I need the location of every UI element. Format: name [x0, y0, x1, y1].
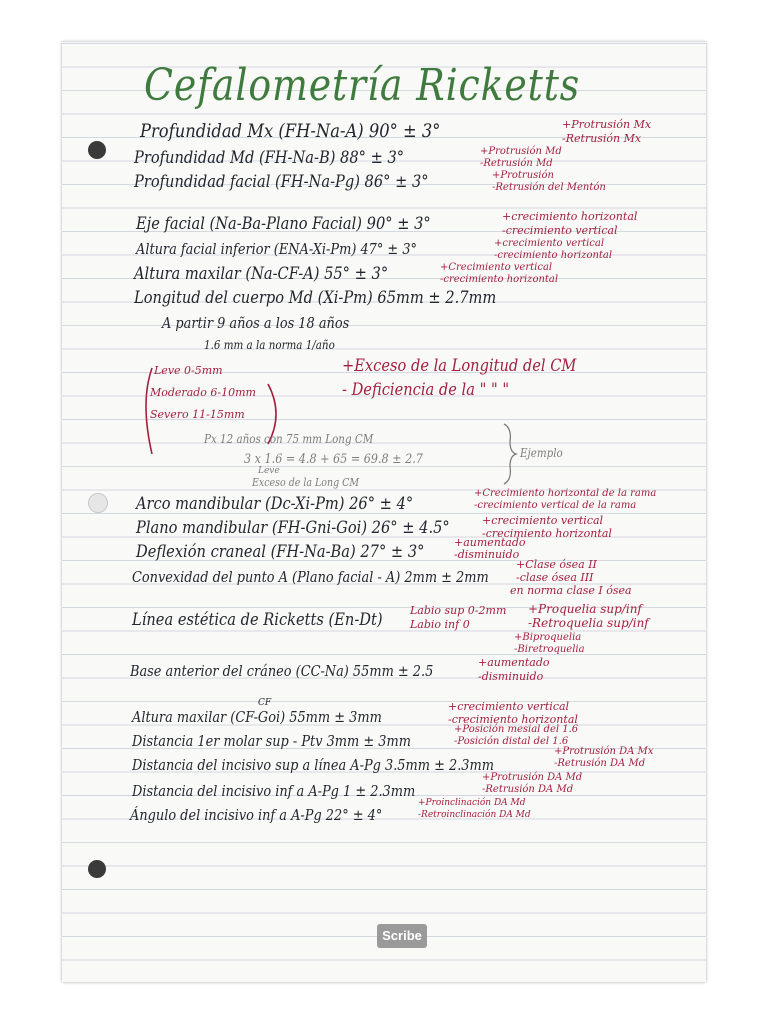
- note-crecimiento-vertical-2: +crecimiento vertical: [494, 238, 605, 249]
- row-profundidad-md: Profundidad Md (FH-Na-B) 88° ± 3°: [134, 148, 405, 168]
- note-crecimiento-vertical-3: +Crecimiento vertical: [440, 262, 553, 273]
- row-norma-anual: 1.6 mm a la norma 1/año: [204, 338, 335, 352]
- row-deflexion-craneal: Deflexión craneal (FH-Na-Ba) 27° ± 3°: [136, 542, 425, 562]
- binder-hole-bottom: [88, 860, 106, 878]
- row-longitud-cuerpo-md: Longitud del cuerpo Md (Xi-Pm) 65mm ± 2.7mm: [134, 288, 497, 308]
- note-exceso-longitud: +Exceso de la Longitud del CM: [342, 356, 577, 376]
- labio-inferior: Labio inf 0: [410, 618, 470, 631]
- severity-severo: Severo 11-15mm: [150, 408, 245, 421]
- labio-superior: Labio sup 0-2mm: [410, 604, 507, 617]
- note-retrusion-da-md: -Retrusión DA Md: [554, 758, 646, 769]
- row-distancia-incisivo-inf: Distancia del incisivo inf a A-Pg 1 ± 2.3mm: [132, 782, 416, 800]
- example-line-1: Px 12 años con 75 mm Long CM: [204, 432, 374, 446]
- row-altura-facial-inferior: Altura facial inferior (ENA-Xi-Pm) 47° ± 3°: [136, 240, 417, 258]
- note-clase-osea-1: en norma clase I ósea: [510, 584, 632, 597]
- note-retroquelia: -Retroquelia sup/inf: [528, 616, 649, 630]
- note-crecimiento-vertical: -crecimiento vertical: [502, 224, 618, 237]
- note-crecimiento-horizontal-5: -crecimiento horizontal: [448, 713, 578, 726]
- note-clase-osea-3: -clase ósea III: [516, 571, 594, 584]
- note-aumentado: +aumentado: [454, 536, 526, 549]
- note-crecimiento-horizontal: +crecimiento horizontal: [502, 210, 638, 223]
- severity-moderado: Moderado 6-10mm: [150, 386, 256, 399]
- note-protrusion-md: +Protrusión Md: [480, 146, 562, 157]
- note-retrusion-md: -Retrusión Md: [480, 158, 553, 169]
- note-retrusion-da-md-2: -Retrusión DA Md: [482, 784, 574, 795]
- note-biretroquelia: -Biretroquelia: [514, 644, 585, 655]
- example-label: Ejemplo: [520, 446, 563, 460]
- row-plano-mandibular: Plano mandibular (FH-Gni-Goi) 26° ± 4.5°: [136, 518, 450, 538]
- example-line-2: 3 x 1.6 = 4.8 + 65 = 69.8 ± 2.7: [244, 452, 423, 467]
- row-convexidad: Convexidad del punto A (Plano facial - A) 2mm ± 2mm: [132, 568, 489, 586]
- note-proquelia: +Proquelia sup/inf: [528, 602, 642, 616]
- note-crecimiento-vertical-5: +crecimiento vertical: [448, 700, 570, 713]
- cf-superscript: CF: [258, 698, 272, 708]
- note-disminuido-2: -disminuido: [478, 670, 544, 683]
- row-angulo-incisivo: Ángulo del incisivo inf a A-Pg 22° ± 4°: [130, 806, 383, 824]
- row-distancia-incisivo-sup: Distancia del incisivo sup a línea A-Pg 3.5mm ± 2.3mm: [132, 756, 494, 774]
- row-altura-maxilar-2: Altura maxilar (CF-Goi) 55mm ± 3mm: [132, 708, 382, 726]
- example-line-4: Exceso de la Long CM: [252, 476, 360, 489]
- row-base-anterior: Base anterior del cráneo (CC-Na) 55mm ± 2.5: [130, 662, 434, 680]
- binder-hole-middle: [88, 493, 108, 513]
- row-linea-estetica: Línea estética de Ricketts (En-Dt): [132, 610, 383, 630]
- note-crecimiento-vertical-4: +crecimiento vertical: [482, 514, 604, 527]
- row-distancia-molar: Distancia 1er molar sup - Ptv 3mm ± 3mm: [132, 732, 411, 750]
- row-arco-mandibular: Arco mandibular (Dc-Xi-Pm) 26° ± 4°: [136, 494, 414, 514]
- note-retroinclinacion: -Retroinclinación DA Md: [418, 810, 531, 820]
- note-retrusion-menton: -Retrusión del Mentón: [492, 182, 606, 193]
- note-protrusion: +Protrusión: [492, 170, 554, 181]
- row-altura-maxilar: Altura maxilar (Na-CF-A) 55° ± 3°: [134, 264, 389, 284]
- binder-hole-top: [88, 141, 106, 159]
- note-biproquelia: +Biproquelia: [514, 632, 582, 643]
- note-crec-horizontal-rama: +Crecimiento horizontal de la rama: [474, 488, 657, 499]
- row-eje-facial: Eje facial (Na-Ba-Plano Facial) 90° ± 3°: [136, 214, 431, 234]
- note-crecimiento-horizontal-4: -crecimiento horizontal: [482, 527, 612, 540]
- note-posicion-distal: -Posición distal del 1.6: [454, 736, 569, 747]
- page-title: Cefalometría Ricketts: [144, 60, 581, 111]
- example-brace: [500, 422, 520, 486]
- note-aumentado-2: +aumentado: [478, 656, 550, 669]
- notebook-page: [62, 42, 706, 982]
- note-disminuido: -disminuido: [454, 548, 520, 561]
- note-deficiencia: - Deficiencia de la " " ": [342, 380, 510, 400]
- note-protrusion-mx: +Protrusión Mx: [562, 118, 652, 131]
- note-posicion-mesial: +Posición mesial del 1.6: [454, 724, 579, 735]
- scribe-logo: Scribe: [377, 924, 427, 948]
- row-profundidad-mx: Profundidad Mx (FH-Na-A) 90° ± 3°: [140, 120, 441, 142]
- note-proinclinacion: +Proinclinación DA Md: [418, 798, 526, 808]
- note-retrusion-mx: -Retrusión Mx: [562, 132, 642, 145]
- row-a-partir: A partir 9 años a los 18 años: [162, 314, 350, 332]
- note-clase-osea-2: +Clase ósea II: [516, 558, 597, 571]
- example-line-3: Leve: [258, 466, 280, 476]
- row-profundidad-facial: Profundidad facial (FH-Na-Pg) 86° ± 3°: [134, 172, 429, 192]
- note-protrusion-da-md: +Protrusión DA Md: [482, 772, 583, 783]
- note-crecimiento-horizontal-2: -crecimiento horizontal: [494, 250, 613, 261]
- note-crec-vertical-rama: -crecimiento vertical de la rama: [474, 500, 637, 511]
- note-protrusion-da-mx: +Protrusión DA Mx: [554, 746, 654, 757]
- note-crecimiento-horizontal-3: -crecimiento horizontal: [440, 274, 559, 285]
- severity-leve: Leve 0-5mm: [154, 364, 223, 377]
